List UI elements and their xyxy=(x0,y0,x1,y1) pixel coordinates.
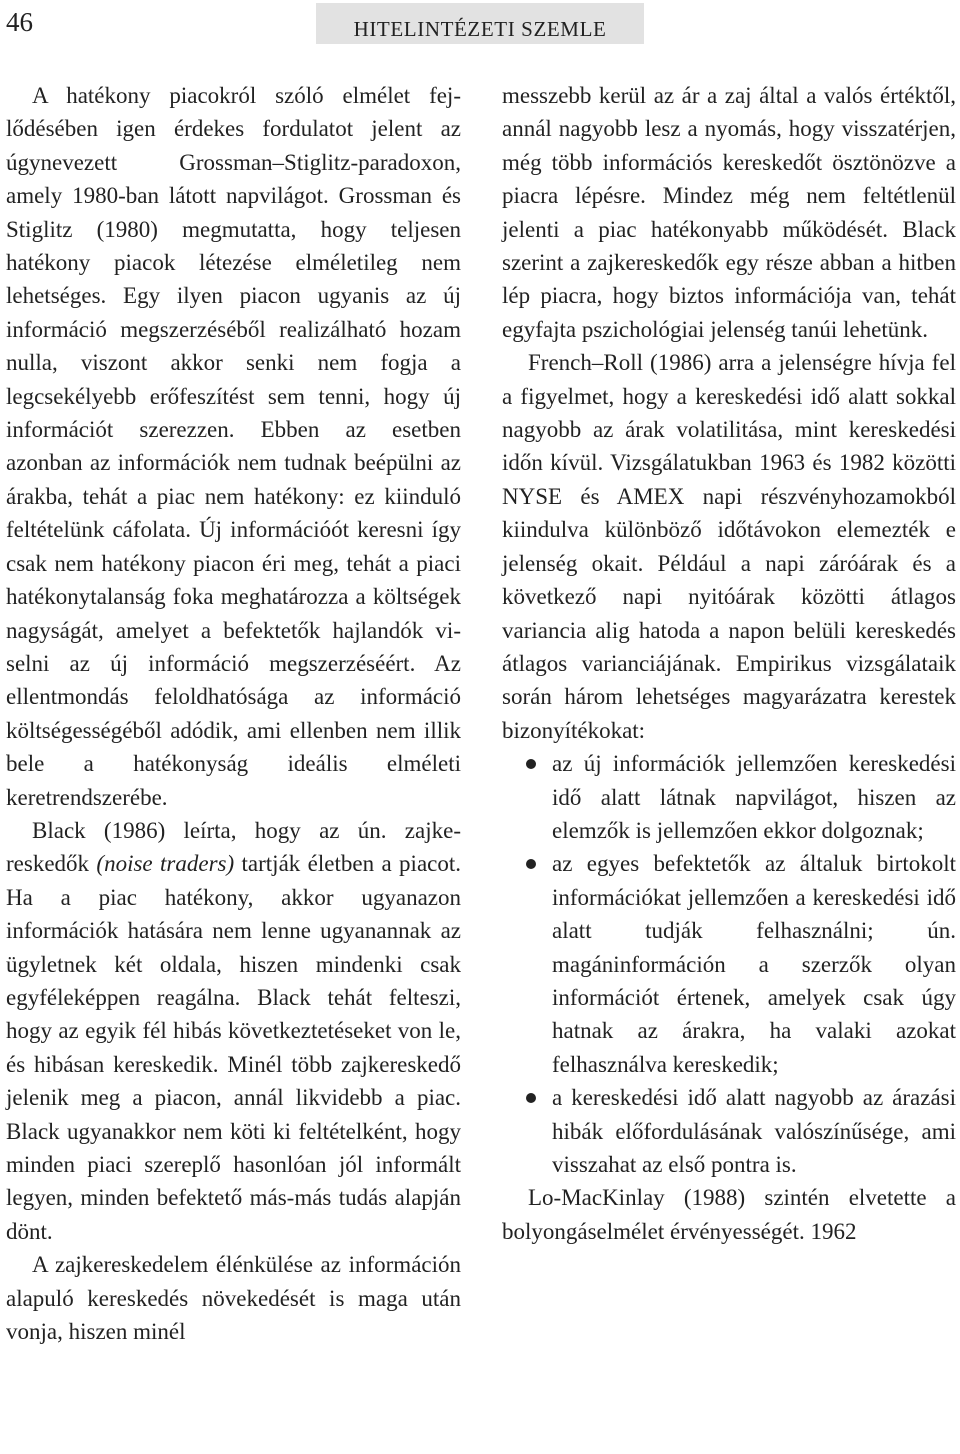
paragraph: A zajkereskedelem élénkülése az információn alapuló kereskedés növekedését is maga után vonja, hiszen minél xyxy=(6,1252,461,1345)
page-number: 46 xyxy=(6,7,33,37)
list-item xyxy=(502,747,956,847)
bullet-icon xyxy=(526,759,536,769)
list-item-text: a kereskedési idő alatt nagyobb az árazási hibák előfordulásának valószínűsége, ami visszahat az első pontra is. xyxy=(552,1085,956,1177)
bullet-list xyxy=(502,747,956,1181)
list-item-text: az egyes befektetők az általuk birtokolt információkat jellemzően a kereskedési idő alatt tudják felhasználni; ún. magáninformáción a szerzők olyan információt értenek, amelyek csak úgy hatnak az árakra, ha valaki azokat felhasználva kereskedik; xyxy=(552,851,956,1077)
left-column xyxy=(6,79,461,1348)
paragraph-text: tartják életben a piacot. Ha a piac hatékony, akkor ugyanazon információk hatására nem lenne ugyanannak az ügyletnek két oldala, hiszen mindenki csak egyféleképpen reagálna. Black tehát felteszi, hogy az egyik fél hibás következtetéseket von le, és hibásan kereskedik. Minél több zajkereskedő jelenik meg a piacon, annál likvidebb a piac. Black ugyanakkor nem köti ki feltételként, hogy minden piaci szereplő hasonlóan jól informált legyen, minden befektető más-más tudás alapján dönt. xyxy=(6,851,462,1244)
right-column xyxy=(502,79,956,1248)
paragraph: Lo-MacKinlay (1988) szintén elvetette a bolyongáselmélet érvényességét. 1962 xyxy=(502,1185,956,1244)
paragraph: messzebb kerül az ár a zaj által a valós értéktől, annál nagyobb lesz a nyomás, hogy visszatérjen, még több információs kereskedőt ösztönözve a piacra lépésre. Mindez még nem feltétlenül jelenti a piac hatékonyabb működését. Black szerint a zajkereskedők egy része abban a hitben lép piacra, hogy biztos információja van, tehát egyfajta pszichológiai jelenség tanúi lehetünk. xyxy=(502,83,956,342)
paragraph: French–Roll (1986) arra a jelenségre hívja fel a figyelmet, hogy a kereskedési idő alatt sokkal nagyobb az árak volatilitása, mint kereskedési időn kívül. Vizsgálatukban 1963 és 1982 közötti NYSE és AMEX napi részvényhozamokból kiindulva különböző időtávokon elemezték e jelenség okait. Például a napi záróárak és a következő napi nyitóárak közötti átlagos variancia alig hatoda a napon belüli kereskedés átlagos varianciájának. Empirikus vizsgálataik során három lehetséges magyarázatra kerestek bizonyítékokat: xyxy=(502,350,956,743)
paragraph-text: Black (1986) leírta, hogy az ún. zajkereskedők xyxy=(6,817,461,877)
paragraph: A hatékony piacokról szóló elmélet fejlődésében igen érdekes fordulatot jelent az úgynevezett Grossman–Stiglitz-paradoxon, amely 1980-ban látott napvilágot. Grossman és Stiglitz (1980) megmutatta, hogy teljesen hatékony piacok létezése elméletileg nem lehetséges. Egy ilyen piacon ugyanis az új információ megszerzéséből realizálható hozam nulla, viszont akkor senki nem fogja a legcsekélyebb erőfeszítést sem tenni, hogy új információt szerezzen. Ebben az esetben azonban az információk nem tudnak beépülni az árakba, tehát a piac nem hatékony: ez kiinduló feltételünk cáfolata. Új információót keresni így csak nem hatékony piacon éri meg, tehát a piaci hatékonytalanság foka meghatározza a költségek nagyságát, amelyet a befektetők hajlandók viselni az új információ megszerzéséért. Az ellentmondás feloldhatósága az információ költségességéből adódik, ami ellenben nem illik bele a hatékonyság ideális elméleti keretrendszerébe. xyxy=(6,83,461,810)
italic-term: (noise traders) xyxy=(96,851,235,877)
bullet-icon xyxy=(526,1093,536,1103)
paragraph xyxy=(6,814,461,1248)
journal-title: HITELINTÉZETI SZEMLE xyxy=(316,3,644,44)
list-item xyxy=(502,1081,956,1181)
bullet-icon xyxy=(526,859,536,869)
list-item xyxy=(502,847,956,1081)
list-item-text: az új információk jellemzően kereskedési idő alatt látnak napvilágot, hiszen az elemzők is jellemzően ekkor dolgoznak; xyxy=(552,751,956,843)
